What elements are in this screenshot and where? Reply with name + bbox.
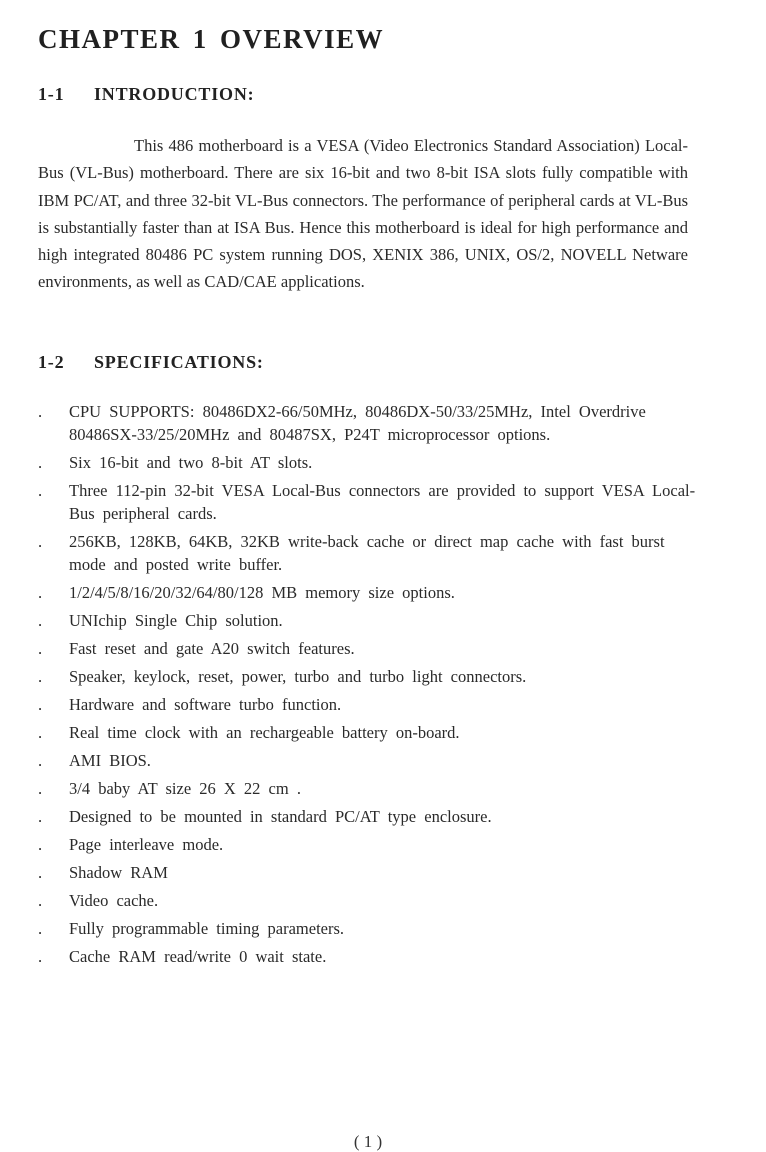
spec-item: [38, 530, 698, 576]
spec-text: 256KB, 128KB, 64KB, 32KB write-back cache or direct map cache with fast burst mode and posted write buffer.: [69, 532, 665, 574]
spec-text: Real time clock with an rechargeable battery on-board.: [69, 723, 460, 742]
bullet-icon: .: [38, 723, 43, 742]
bullet-icon: .: [38, 947, 43, 966]
chapter-title: CHAPTER 1 OVERVIEW: [38, 24, 385, 54]
spec-item: [38, 889, 698, 912]
bullet-icon: .: [38, 611, 43, 630]
spec-text: UNIchip Single Chip solution.: [69, 611, 283, 630]
bullet-icon: .: [38, 402, 43, 421]
spec-text: Hardware and software turbo function.: [69, 695, 342, 714]
spec-item: [38, 581, 698, 604]
bullet-icon: .: [38, 919, 43, 938]
bullet-icon: .: [38, 639, 43, 658]
section-number: 1-1: [38, 84, 65, 104]
spec-item: [38, 917, 698, 940]
section-number: 1-2: [38, 352, 65, 372]
spec-item: [38, 945, 698, 968]
bullet-icon: .: [38, 779, 43, 798]
spec-text: Six 16-bit and two 8-bit AT slots.: [69, 453, 313, 472]
bullet-icon: .: [38, 891, 43, 910]
spec-item: [38, 721, 698, 744]
page-number: ( 1 ): [353, 1132, 383, 1151]
spec-item: [38, 665, 698, 688]
spec-text: 3/4 baby AT size 26 X 22 cm .: [69, 779, 301, 798]
spec-item: [38, 479, 698, 525]
section-heading-introduction: [38, 84, 254, 105]
spec-text: Page interleave mode.: [69, 835, 224, 854]
spec-item: [38, 637, 698, 660]
spec-item: [38, 693, 698, 716]
spec-item: [38, 400, 698, 446]
spec-text: Speaker, keylock, reset, power, turbo and turbo light connectors.: [69, 667, 527, 686]
bullet-icon: .: [38, 751, 43, 770]
bullet-icon: .: [38, 863, 43, 882]
introduction-paragraph: This 486 motherboard is a VESA (Video Electronics Standard Association) Local-Bus (VL-Bus) motherboard. There are six 16-bit and two 8-bit ISA slots fully compatible with IBM PC/AT, and three 32-bit VL-Bus connectors. The performance of peripheral cards at VL-Bus is substantially faster than at ISA Bus. Hence this motherboard is ideal for high performance and high integrated 80486 PC system running DOS, XENIX 386, UNIX, OS/2, NOVELL Netware environments, as well as CAD/CAE applications.: [38, 136, 688, 292]
spec-text: Shadow RAM: [69, 863, 168, 882]
spec-text: CPU SUPPORTS: 80486DX2-66/50MHz, 80486DX-50/33/25MHz, Intel Overdrive 80486SX-33/25/20MHz and 80487SX, P24T microprocessor options.: [69, 402, 646, 444]
spec-text: Video cache.: [69, 891, 159, 910]
bullet-icon: .: [38, 667, 43, 686]
bullet-icon: .: [38, 807, 43, 826]
bullet-icon: .: [38, 481, 43, 500]
bullet-icon: .: [38, 835, 43, 854]
spec-text: AMI BIOS.: [69, 751, 151, 770]
spec-text: Three 112-pin 32-bit VESA Local-Bus connectors are provided to support VESA Local-Bus peripheral cards.: [69, 481, 696, 523]
spec-text: Fast reset and gate A20 switch features.: [69, 639, 355, 658]
spec-text: 1/2/4/5/8/16/20/32/64/80/128 MB memory size options.: [69, 583, 455, 602]
spec-item: [38, 833, 698, 856]
spec-text: Cache RAM read/write 0 wait state.: [69, 947, 327, 966]
spec-text: Designed to be mounted in standard PC/AT type enclosure.: [69, 807, 492, 826]
bullet-icon: .: [38, 453, 43, 472]
bullet-icon: .: [38, 695, 43, 714]
spec-item: [38, 777, 698, 800]
section-heading-specifications: [38, 352, 264, 373]
section-title: SPECIFICATIONS:: [94, 352, 264, 372]
spec-item: [38, 805, 698, 828]
specifications-list: [38, 400, 698, 973]
spec-item: [38, 861, 698, 884]
spec-text: Fully programmable timing parameters.: [69, 919, 345, 938]
spec-item: [38, 749, 698, 772]
bullet-icon: .: [38, 532, 43, 551]
section-title: INTRODUCTION:: [94, 84, 255, 104]
bullet-icon: .: [38, 583, 43, 602]
spec-item: [38, 609, 698, 632]
spec-item: [38, 451, 698, 474]
